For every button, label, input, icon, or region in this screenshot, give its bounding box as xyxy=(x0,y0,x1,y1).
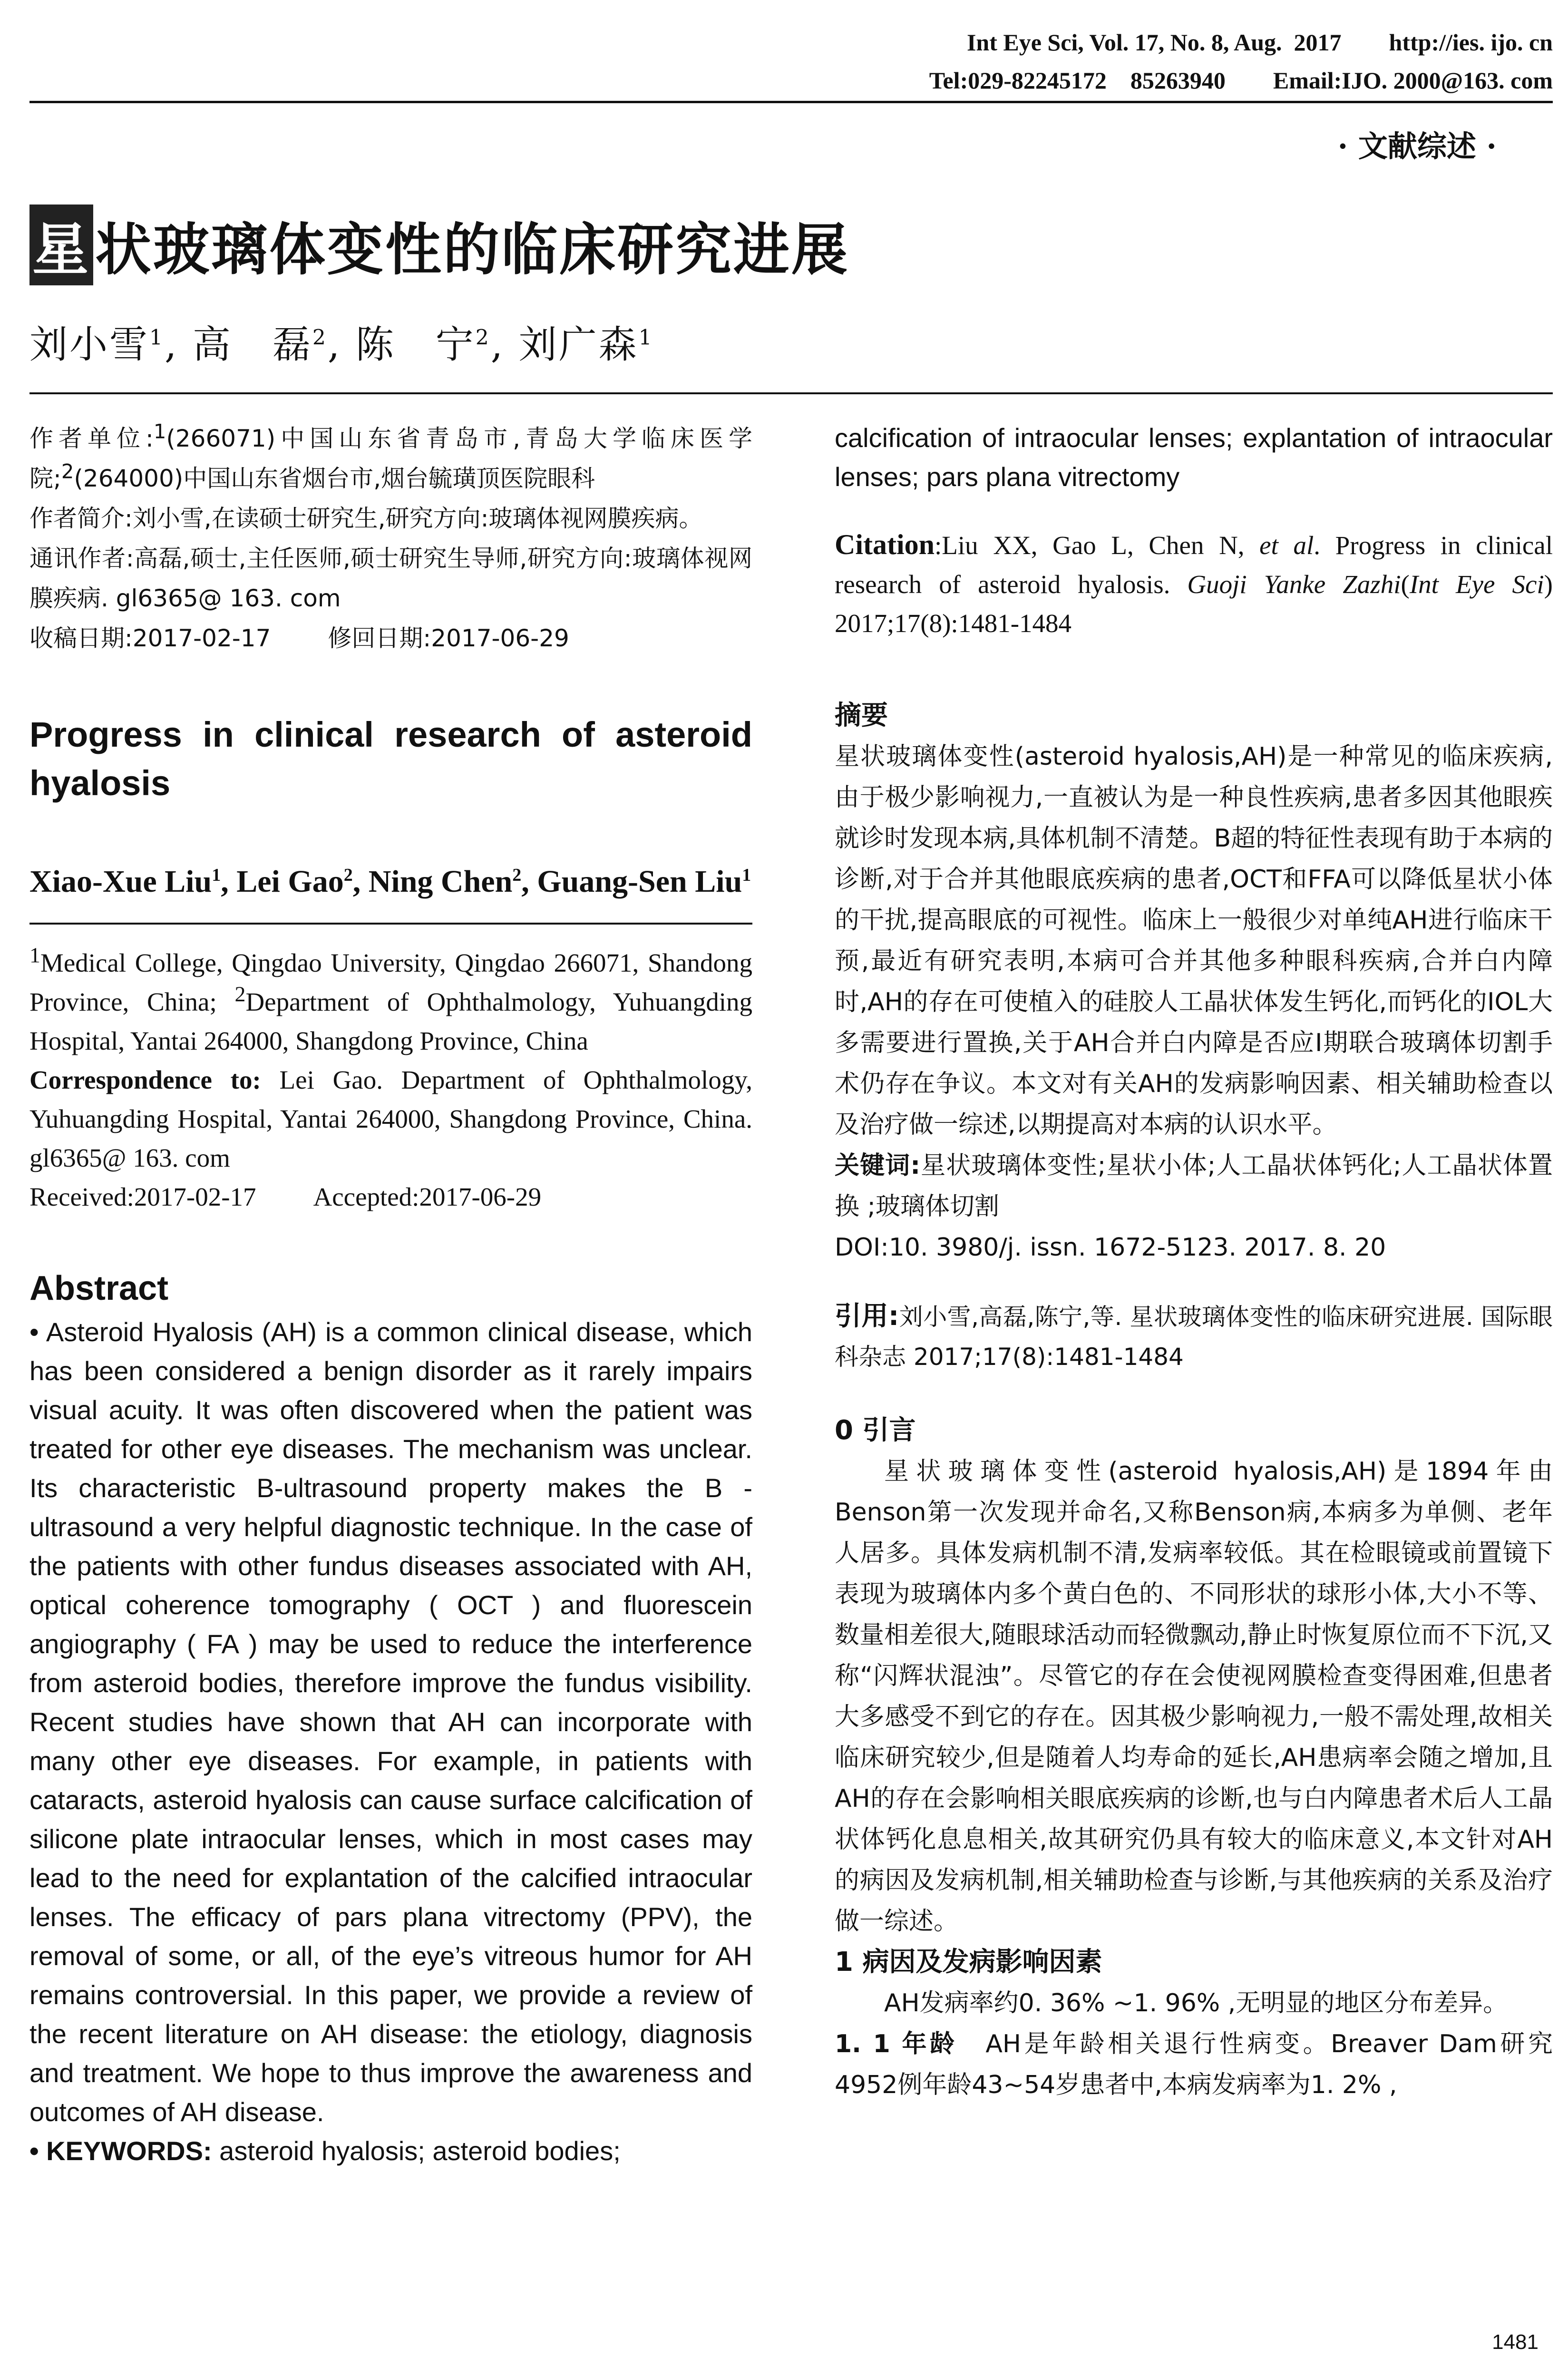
citation-cn-text: 刘小雪,高磊,陈宁,等. 星状玻璃体变性的临床研究进展. 国际眼科杂志 2017;17(8):1481-1484 xyxy=(835,1303,1553,1371)
revised-cn: 修回日期:2017-06-29 xyxy=(328,624,569,652)
intro-body: 星状玻璃体变性(asteroid hyalosis,AH)是1894年由Benson第一次发现并命名,又称Benson病,本病多为单侧、老年人居多。具体发病机制不清,发病率较低。其在检眼镜或前置镜下表现为玻璃体内多个黄白色的、不同形状的球形小体,大小不等、数量相差很大,随眼球活动而轻微飘动,静止时恢复原位而不下沉,又称“闪辉状混浊”。尽管它的存在会使视网膜检查变得困难,但患者大多感受不到它的存在。因其极少影响视力,一般不需处理,故相关临床研究较少,但是随着人均寿命的延长,AH患病率会随之增加,且AH的存在会影响相关眼底疾病的诊断,也与白内障患者术后人工晶状体钙化息息相关,故其研究仍具有较大的临床意义,本文针对AH的病因及发病机制,相关辅助检查与诊断,与其他疾病的关系及治疗做一综述。 xyxy=(835,1457,1553,1936)
keywords-cn xyxy=(835,1145,1553,1227)
author-name-en: Xiao-Xue Liu xyxy=(29,864,212,899)
accepted-en: Accepted:2017-06-29 xyxy=(313,1182,542,1211)
authors-en xyxy=(29,860,752,904)
section-tag: · 文献综述 · xyxy=(1337,129,1497,164)
page-title xyxy=(29,205,849,285)
affiliation-text-en: Medical College, Qingdao University, Qingdao 266071, Shandong Province, China; xyxy=(29,948,752,1016)
citation-text: ) 2017;17(8):1481-1484 xyxy=(835,570,1553,638)
section1-1-heading: 1. 1 年龄 xyxy=(835,2030,958,2058)
affiliation-label: 作者单位: xyxy=(29,425,154,452)
author-sep-en: , xyxy=(221,864,237,899)
author-sup-en: 2 xyxy=(343,865,353,885)
title-rule xyxy=(29,392,1553,394)
section1-body: AH发病率约0. 36% ~1. 96% ,无明显的地区分布差异。 xyxy=(884,1989,1508,2017)
abstract-cn-body: 星状玻璃体变性(asteroid hyalosis,AH)是一种常见的临床疾病,由于极少影响视力,一直被认为是一种良性疾病,患者多因其他眼疾就诊时发现本病,具体机制不清楚。B超的特征性表现有助于本病的诊断,对于合并其他眼底疾病的患者,OCT和FFA可以降低星状小体的干扰,提高眼底的可视性。临床上一般很少对单纯AH进行临床干预,最近有研究表明,本病可合并其他多种眼科疾病,合并白内障时,AH的存在可使植入的硅胶人工晶状体发生钙化,而钙化的IOL大多需要进行置换,关于AH合并白内障是否应Ⅰ期联合玻璃体切割手术仍存在争议。本文对有关AH的发病影响因素、相关辅助检查以及治疗做一综述,以期提高对本病的认识水平。 xyxy=(835,742,1553,1139)
author-sep: , xyxy=(165,322,179,367)
affiliation-sup-en: 1 xyxy=(29,943,40,967)
citation-text: :Liu XX, Gao L, Chen N, xyxy=(935,531,1260,560)
english-title: Progress in clinical research of asteroid hyalosis xyxy=(29,715,752,803)
title-rest: 状玻璃体变性的临床研究进展 xyxy=(95,216,850,283)
citation-cn xyxy=(835,1296,1553,1377)
citation-etal: et al xyxy=(1259,531,1314,560)
abstract-body: • Asteroid Hyalosis (AH) is a common clinical disease, which has been considered a benign disorder as it rarely impairs visual acuity. It was often discovered when the patient was treated for other eye diseases. The mechanism was unclear. Its characteristic B-ultrasound property makes the B - ultrasound a very helpful diagnostic technique. In the case of the patients with other fundus diseases associated with AH, optical coherence tomography ( OCT ) and fluorescein angiography ( FA ) may be used to reduce the interference from asteroid bodies, therefore improve the fundus visibility. Recent studies have shown that AH can incorporate with many other eye diseases. For example, in patients with cataracts, asteroid hyalosis can cause surface calcification of silicone plate intraocular lenses, which in most cases may lead to the need for explantation of the calcified intraocular lenses. The efficacy of pars plana vitrectomy (PPV), the removal of some, or all, of the eye’s vitreous humor for AH remains controversial. In this paper, we provide a review of the recent literature on AH disease: the etiology, diagnosis and treatment. We hope to thus improve the awareness and outcomes of AH disease. xyxy=(29,1317,752,2127)
affiliation-text: (264000)中国山东省烟台市,烟台毓璜顶医院眼科 xyxy=(74,465,595,492)
affiliation-text-en: Department of Ophthalmology, Yuhuangding Hospital, Yantai 264000, Shangdong Province, China xyxy=(29,987,752,1055)
section1-1 xyxy=(835,2024,1553,2105)
keywords-cn-text: 星状玻璃体变性;星状小体;人工晶状体钙化;人工晶状体置换 ;玻璃体切割 xyxy=(835,1151,1553,1221)
correspondence-label: Correspondence to: xyxy=(29,1065,261,1094)
title-first-char: 星 xyxy=(29,205,93,285)
author-sup: 2 xyxy=(312,325,328,350)
received-cn: 收稿日期:2017-02-17 xyxy=(29,624,271,652)
author-name-en: Lei Gao xyxy=(236,864,344,899)
citation-label: Citation xyxy=(835,529,935,560)
author-sup-en: 1 xyxy=(742,865,751,885)
author-sup: 2 xyxy=(475,325,491,350)
abstract-cn-heading: 摘要 xyxy=(835,700,888,731)
author-intro: 作者简介:刘小雪,在读硕士研究生,研究方向:玻璃体视网膜疾病。 xyxy=(29,505,703,532)
affiliation-en xyxy=(29,944,752,1217)
author-name-en: Ning Chen xyxy=(368,864,513,899)
received-en: Received:2017-02-17 xyxy=(29,1182,256,1211)
citation-journal-en: Int Eye Sci xyxy=(1409,570,1544,599)
keywords-label: • KEYWORDS: xyxy=(29,2136,212,2166)
author-sep-en: , xyxy=(521,864,537,899)
left-column xyxy=(29,419,752,2171)
header-rule xyxy=(29,101,1553,103)
keywords-text: asteroid hyalosis; asteroid bodies; xyxy=(212,2136,621,2166)
section1-heading: 1 病因及发病影响因素 xyxy=(835,1947,1102,1978)
author-name: 刘小雪 xyxy=(29,322,149,367)
abstract-heading: Abstract xyxy=(29,1269,169,1307)
correspondence-text: Lei Gao. Department of Ophthalmology, Yuhuangding Hospital, Yantai 264000, Shangdong Province, China. gl6365@ 163. com xyxy=(29,1065,753,1172)
citation-en xyxy=(835,525,1553,643)
author-sup-en: 2 xyxy=(512,865,522,885)
intro-heading: 0 引言 xyxy=(835,1415,916,1446)
journal-header-line2: Tel:029-82245172 85263940 Email:IJO. 2000@163. com xyxy=(929,67,1553,94)
author-sup: 1 xyxy=(149,325,165,350)
author-sep-en: , xyxy=(352,864,369,899)
citation-journal: Guoji Yanke Zazhi xyxy=(1187,570,1401,599)
citation-cn-label: 引用: xyxy=(835,1301,899,1332)
affiliation-sup: 2 xyxy=(61,459,74,483)
affiliation-rule xyxy=(29,923,752,925)
citation-text: . Progress in clinical research of asteroid hyalosis. xyxy=(835,531,1553,599)
author-name: 高 磊 xyxy=(192,322,312,367)
keywords-cn-label: 关键词: xyxy=(835,1151,921,1180)
author-name: 陈 宁 xyxy=(355,322,476,367)
affiliation-text: (266071)中国山东省青岛市,青岛大学临床医学院; xyxy=(29,425,752,492)
author-sep: , xyxy=(490,322,505,367)
author-sup: 1 xyxy=(638,325,654,350)
keywords-en xyxy=(29,2132,752,2171)
keywords-en-continued: calcification of intraocular lenses; explantation of intraocular lenses; pars plana vitrectomy xyxy=(835,423,1553,492)
journal-header-line1: Int Eye Sci, Vol. 17, No. 8, Aug. 2017 http://ies. ijo. cn xyxy=(966,29,1553,56)
correspondence-cn: 通讯作者:高磊,硕士,主任医师,硕士研究生导师,研究方向:玻璃体视网膜疾病. gl6365@ 163. com xyxy=(29,545,752,612)
author-sup-en: 1 xyxy=(212,865,221,885)
authors-cn xyxy=(29,314,654,369)
right-column xyxy=(835,419,1553,2105)
citation-text: ( xyxy=(1401,570,1410,599)
author-sep: , xyxy=(327,322,342,367)
page-number: 1481 xyxy=(1492,2330,1539,2354)
author-name-en: Guang-Sen Liu xyxy=(537,864,742,899)
affiliation-sup: 1 xyxy=(153,419,166,443)
author-name: 刘广森 xyxy=(518,322,639,367)
doi: DOI:10. 3980/j. issn. 1672-5123. 2017. 8. 20 xyxy=(835,1233,1386,1262)
affiliation-cn xyxy=(29,419,752,658)
section1-1-body: AH是年龄相关退行性病变。Breaver Dam研究4952例年龄43~54岁患者中,本病发病率为1. 2% , xyxy=(835,2030,1553,2099)
affiliation-sup-en: 2 xyxy=(234,982,246,1006)
